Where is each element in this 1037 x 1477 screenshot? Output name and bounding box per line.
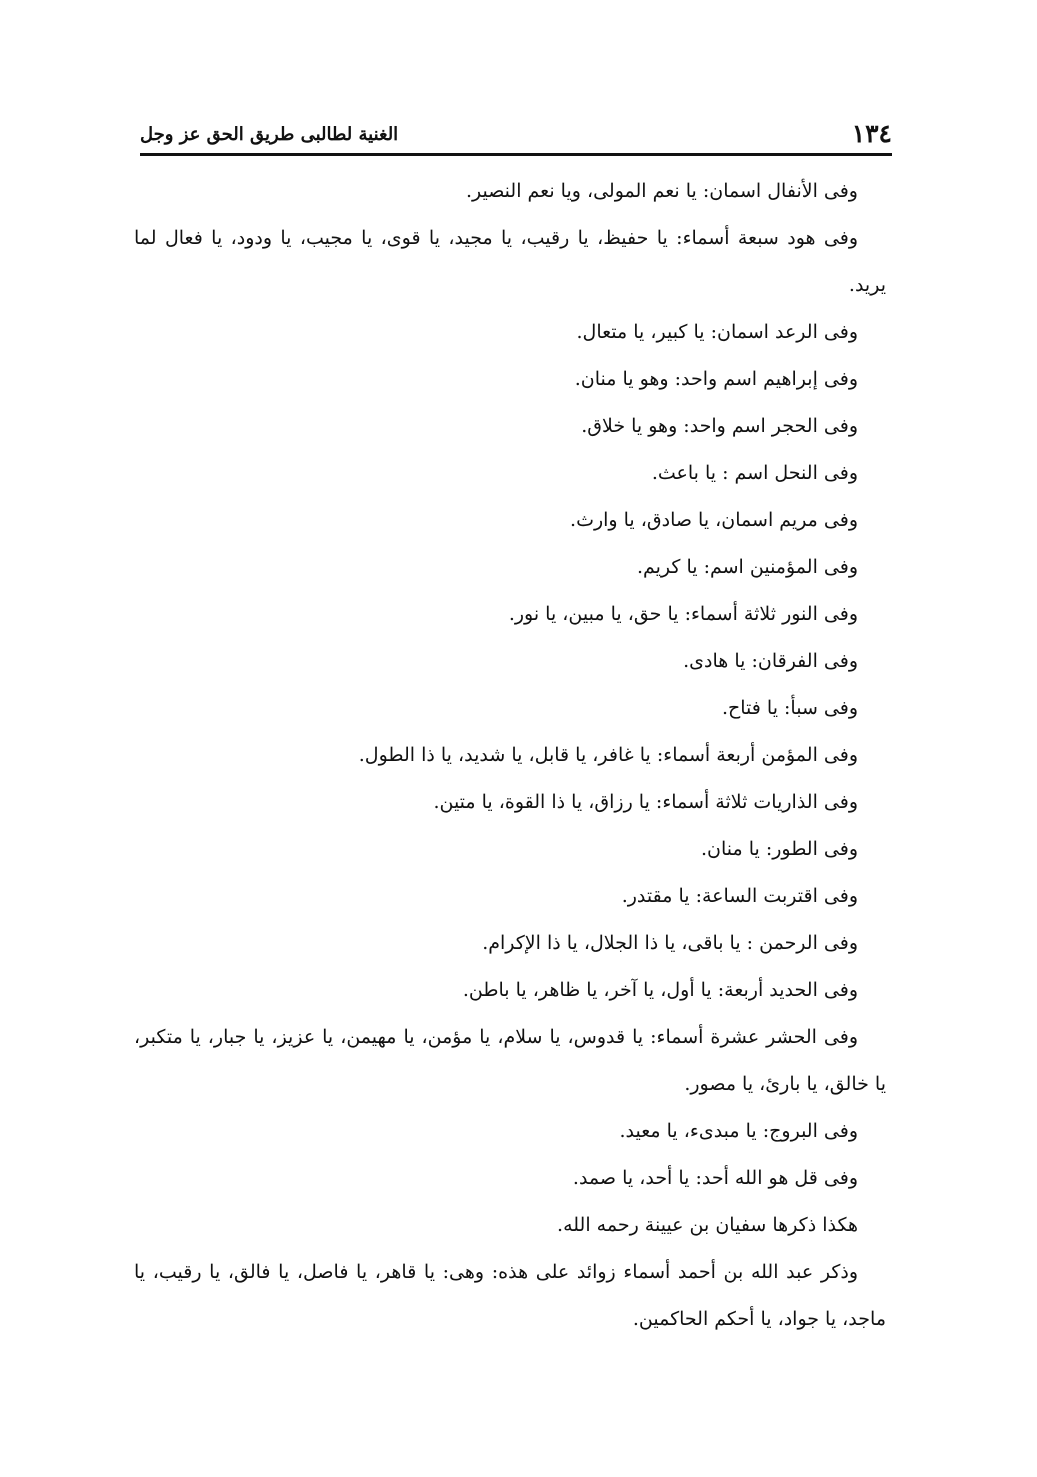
paragraph: هكذا ذكرها سفيان بن عيينة رحمه الله. bbox=[557, 1214, 858, 1236]
page-number: ١٣٤ bbox=[851, 119, 892, 148]
paragraph: وفى الرحمن : يا باقى، يا ذا الجلال، يا ذا الإكرام. bbox=[482, 932, 858, 954]
paragraph: وفى الحشر عشرة أسماء: يا قدوس، يا سلام، يا مؤمن، يا مهيمن، يا عزيز، يا جبار، يا متكبر، يا خالق، يا بارئ، يا مصور. bbox=[134, 1026, 886, 1095]
paragraph: وفى الرعد اسمان: يا كبير، يا متعال. bbox=[576, 321, 858, 343]
paragraph: وفى الذاريات ثلاثة أسماء: يا رزاق، يا ذا القوة، يا متين. bbox=[433, 791, 858, 813]
paragraph: وفى الطور: يا منان. bbox=[700, 838, 858, 860]
paragraph: وفى هود سبعة أسماء: يا حفيظ، يا رقيب، يا مجيد، يا قوى، يا مجيب، يا ودود، يا فعال لما يريد. bbox=[134, 227, 886, 296]
paragraph: وفى الأنفال اسمان: يا نعم المولى، ويا نعم النصير. bbox=[465, 180, 858, 202]
paragraph: وفى إبراهيم اسم واحد: وهو يا منان. bbox=[574, 368, 858, 390]
paragraph: وفى النحل اسم : يا باعث. bbox=[651, 462, 858, 484]
paragraph: وفى النور ثلاثة أسماء: يا حق، يا مبين، يا نور. bbox=[508, 603, 858, 625]
paragraph: وفى المؤمن أربعة أسماء: يا غافر، يا قابل، يا شديد، يا ذا الطول. bbox=[358, 744, 858, 766]
header-divider bbox=[140, 153, 892, 156]
paragraph: وذكر عبد الله بن أحمد أسماء زوائد على هذه: وهى: يا قاهر، يا فاصل، يا فالق، يا رقيب، يا ماجد، يا جواد، يا أحكم الحاكمين. bbox=[134, 1261, 886, 1330]
paragraph: وفى قل هو الله أحد: يا أحد، يا صمد. bbox=[572, 1167, 858, 1189]
page-header bbox=[140, 118, 892, 152]
paragraph: وفى المؤمنين اسم: يا كريم. bbox=[636, 556, 858, 578]
paragraph: وفى الحديد أربعة: يا أول، يا آخر، يا ظاهر، يا باطن. bbox=[462, 979, 858, 1001]
paragraph: وفى البروج: يا مبدىء، يا معيد. bbox=[619, 1120, 858, 1142]
paragraph: وفى مريم اسمان، يا صادق، يا وارث. bbox=[570, 509, 858, 531]
running-title: الغنية لطالبى طريق الحق عز وجل bbox=[140, 124, 399, 145]
paragraph: وفى اقتربت الساعة: يا مقتدر. bbox=[621, 885, 858, 907]
page-body bbox=[134, 168, 886, 1343]
paragraph: وفى الفرقان: يا هادى. bbox=[683, 650, 858, 672]
paragraph: وفى سبأ: يا فتاح. bbox=[721, 697, 858, 719]
paragraph: وفى الحجر اسم واحد: وهو يا خلاق. bbox=[581, 415, 858, 437]
